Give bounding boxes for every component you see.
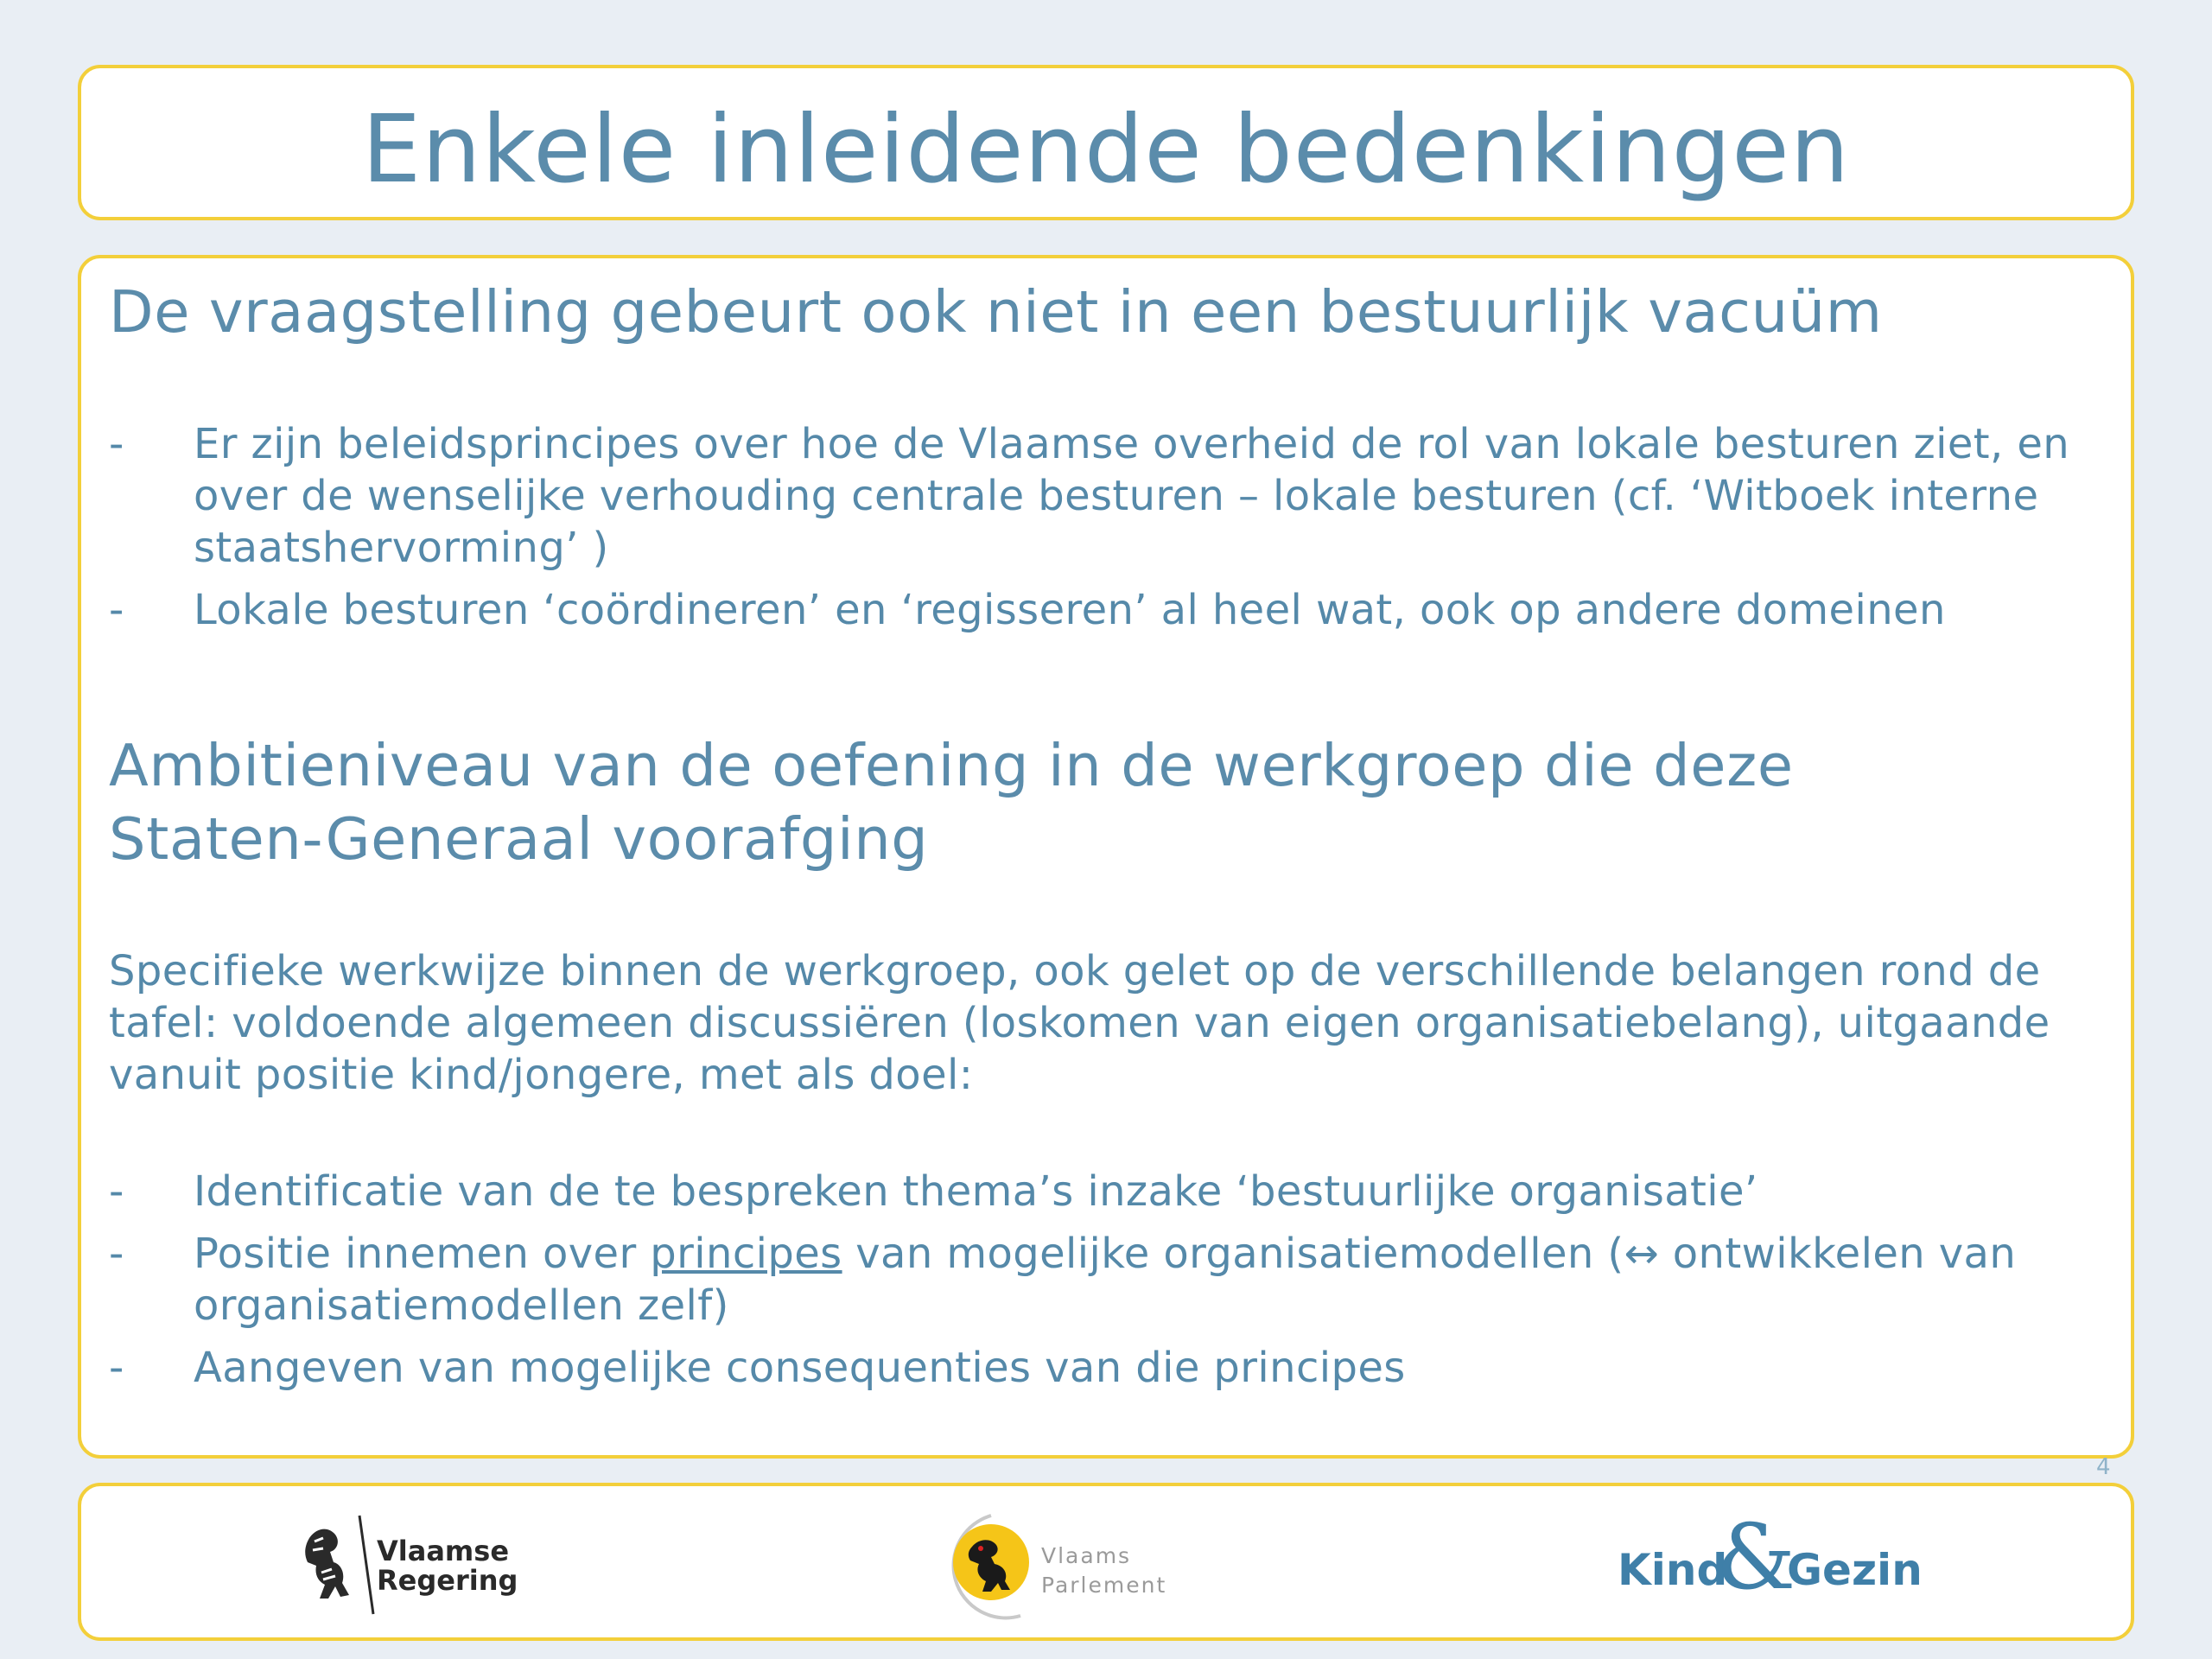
list-item	[109, 1342, 2096, 1394]
bullet-marker: -	[109, 1167, 124, 1216]
section-heading: Ambitieniveau van de oefening in de werkgroep die deze Staten-Generaal voorafging	[109, 732, 1794, 873]
logo-text-line: Vlaamse	[377, 1535, 510, 1567]
vlaamse-regering-logo	[297, 1512, 522, 1616]
title-panel	[78, 65, 2134, 220]
lion-seal-icon	[931, 1505, 1043, 1626]
bullet-text: Aangeven van mogelijke consequenties van die principes	[194, 1344, 1406, 1392]
bullet-text: Lokale besturen ‘coördineren’ en ‘regisseren’ al heel wat, ook op andere domeinen	[194, 586, 1946, 634]
list-item	[109, 418, 2096, 574]
bullet-list	[109, 418, 2096, 636]
bullet-text: Er zijn beleidsprincipes over hoe de Vlaamse overheid de rol van lokale besturen ziet, en over de wenselijke verhouding centrale besturen – lokale besturen (cf. ‘Witboek interne staatshervorming’ )	[194, 420, 2070, 572]
bullet-text-start: Positie innemen over	[194, 1230, 651, 1278]
bullet-list	[109, 1166, 2096, 1394]
section-heading: De vraagstelling gebeurt ook niet in een bestuurlijk vacuüm	[109, 278, 1883, 346]
bullet-marker: -	[109, 586, 124, 634]
list-item	[109, 1228, 2096, 1332]
bullet-marker: -	[109, 420, 124, 468]
bullet-marker: -	[109, 1344, 124, 1392]
page-number: 4	[2096, 1454, 2111, 1480]
footer-panel	[78, 1483, 2134, 1641]
flemish-lion-icon	[297, 1512, 375, 1616]
logo-text-line: Parlement	[1041, 1573, 1167, 1598]
bullet-marker: -	[109, 1230, 124, 1278]
logo-word: Gezin	[1787, 1545, 1923, 1595]
list-item	[109, 584, 2096, 636]
kind-en-gezin-logo	[1618, 1504, 1923, 1616]
underlined-term: principes	[650, 1230, 842, 1278]
body-paragraph: Specifieke werkwijze binnen de werkgroep, ook gelet op de verschillende belangen rond de tafel: voldoende algemeen discussiëren (loskomen van eigen organisatiebelang), uitgaande vanuit positie kind/jongere, met als doel:	[109, 947, 2050, 1099]
ampersand-icon	[1715, 1504, 1796, 1610]
logo-word: Kind	[1618, 1545, 1728, 1595]
svg-text:&: &	[1715, 1504, 1796, 1610]
vlaams-parlement-logo	[931, 1505, 1216, 1626]
logo-text-line: Vlaams	[1041, 1543, 1132, 1568]
bullet-text-end: van mogelijke organisatiemodellen (↔ ontwikkelen van organisatiemodellen zelf)	[194, 1230, 2017, 1330]
list-item	[109, 1166, 2096, 1217]
logo-text-line: Regering	[377, 1564, 518, 1597]
bullet-text: Identificatie van de te bespreken thema’s inzake ‘bestuurlijke organisatie’	[194, 1167, 1758, 1216]
slide-title: Enkele inleidende bedenkingen	[361, 96, 1851, 204]
content-panel	[78, 255, 2134, 1459]
